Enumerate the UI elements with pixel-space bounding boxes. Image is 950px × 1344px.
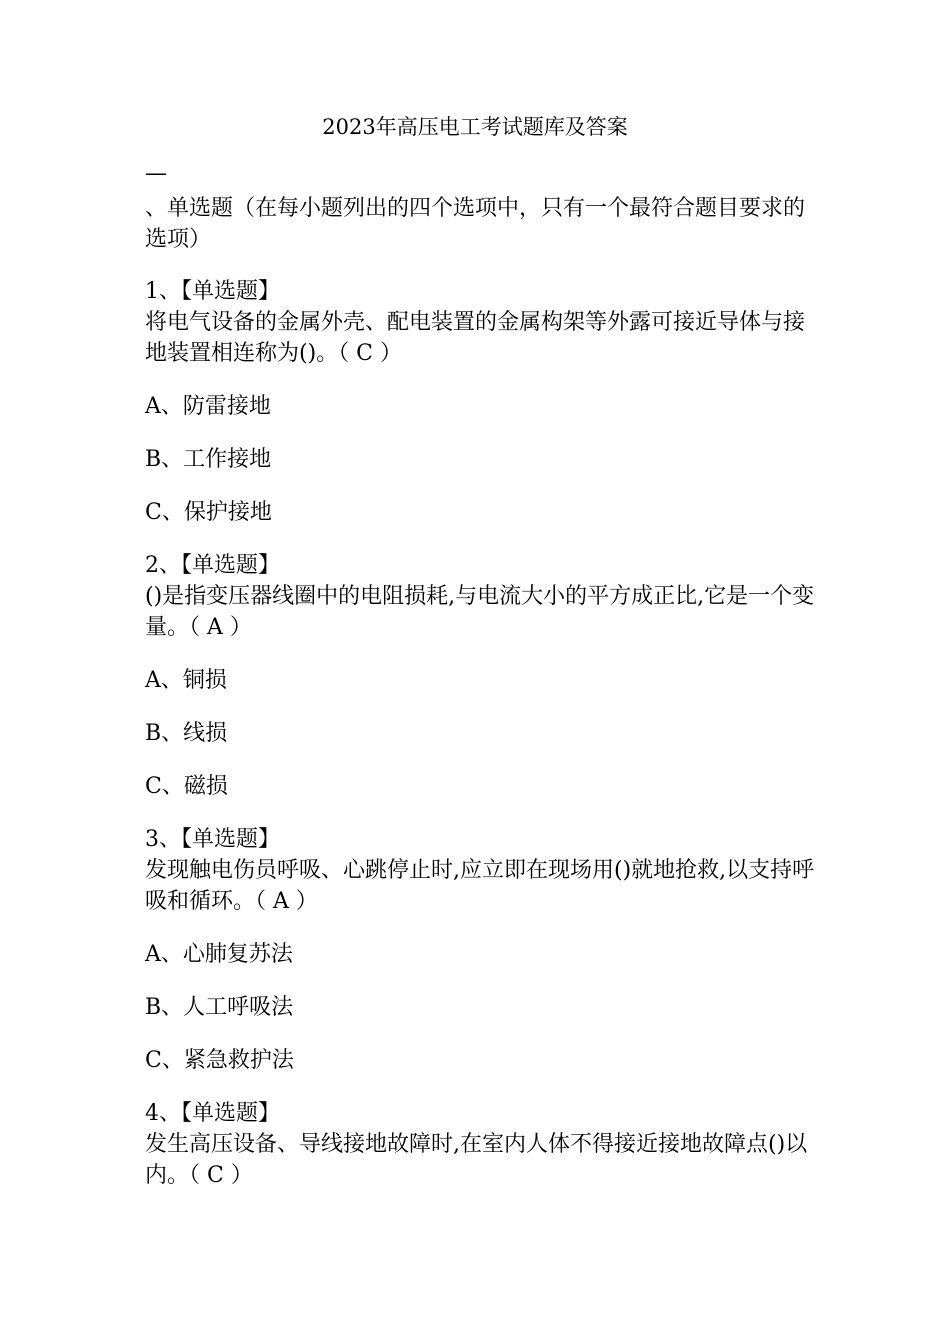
option-a: A、防雷接地 xyxy=(145,394,271,419)
section-heading: 、单选题（在每小题列出的四个选项中，只有一个最符合题目要求的选项） xyxy=(145,196,806,252)
option-c: C、紧急救护法 xyxy=(145,1048,294,1073)
question-2 xyxy=(145,550,825,802)
document-body xyxy=(145,162,825,1191)
question-stem: 发生高压设备、导线接地故障时,在室内人体不得接近接地故障点()以内。（ C ） xyxy=(145,1132,808,1188)
question-1 xyxy=(145,276,825,528)
question-head: 4、【单选题】 xyxy=(145,1101,280,1126)
question-stem: 将电气设备的金属外壳、配电装置的金属构架等外露可接近导体与接地装置相连称为()。（ C ） xyxy=(145,310,806,366)
question-3 xyxy=(145,824,825,1076)
question-4 xyxy=(145,1098,825,1191)
option-a: A、铜损 xyxy=(145,668,227,693)
question-stem: 发现触电伤员呼吸、心跳停止时,应立即在现场用()就地抢救,以支持呼吸和循环。（ A ） xyxy=(145,858,815,914)
option-b: B、工作接地 xyxy=(145,447,272,472)
option-c: C、保护接地 xyxy=(145,500,272,525)
question-head: 2、【单选题】 xyxy=(145,553,280,578)
option-b: B、线损 xyxy=(145,721,228,746)
document-title: 2023年高压电工考试题库及答案 xyxy=(322,115,628,139)
question-head: 3、【单选题】 xyxy=(145,827,280,852)
option-b: B、人工呼吸法 xyxy=(145,995,294,1020)
option-a: A、心肺复苏法 xyxy=(145,942,293,967)
question-head: 1、【单选题】 xyxy=(145,279,280,304)
section-dash: — xyxy=(145,161,167,186)
option-c: C、磁损 xyxy=(145,774,228,799)
question-stem: ()是指变压器线圈中的电阻损耗,与电流大小的平方成正比,它是一个变量。（ A ） xyxy=(145,584,815,640)
